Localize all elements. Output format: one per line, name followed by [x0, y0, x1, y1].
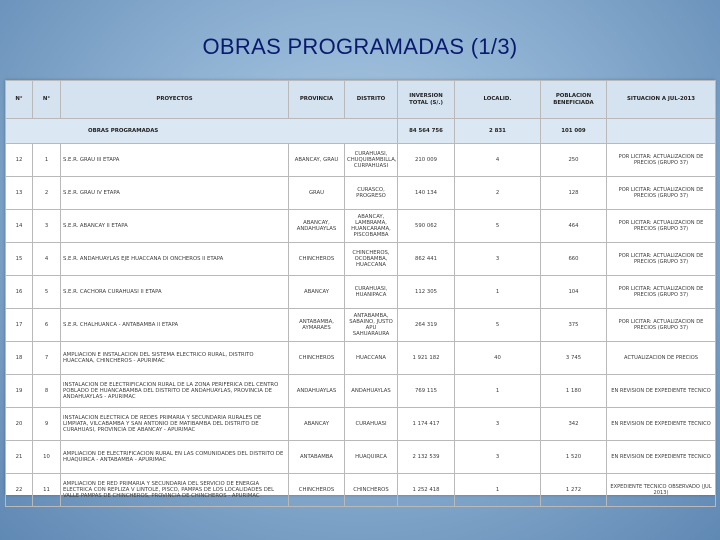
cell-localidades: 3: [455, 441, 541, 474]
cell-situacion: POR LICITAR: ACTUALIZACION DE PRECIOS (GRUPO 37): [607, 144, 716, 177]
table-row: [6, 177, 716, 210]
cell-localidades: 40: [455, 342, 541, 375]
col-header-proyectos: PROYECTOS: [61, 81, 289, 119]
works-table-panel: [5, 80, 715, 500]
cell-provincia: ANDAHUAYLAS: [289, 375, 345, 408]
cell-localidades: 3: [455, 408, 541, 441]
col-header-n1: N°: [6, 81, 33, 119]
cell-inversion: 1 174 417: [398, 408, 455, 441]
cell-proyecto: S.E.R. CHALHUANCA - ANTABAMBA II ETAPA: [61, 309, 289, 342]
col-header-poblacion: POBLACION BENEFICIADA: [541, 81, 607, 119]
table-row: [6, 342, 716, 375]
cell-situacion: POR LICITAR: ACTUALIZACION DE PRECIOS (GRUPO 37): [607, 210, 716, 243]
cell-n1: 17: [6, 309, 33, 342]
cell-n2: 4: [33, 243, 61, 276]
cell-distrito: HUAQUIRCA: [345, 441, 398, 474]
cell-situacion: EXPEDIENTE TECNICO OBSERVADO (JUL 2013): [607, 474, 716, 507]
cell-poblacion: 250: [541, 144, 607, 177]
table-header-row: [6, 81, 716, 119]
cell-provincia: ABANCAY: [289, 276, 345, 309]
cell-poblacion: 3 745: [541, 342, 607, 375]
summary-row: [6, 119, 716, 144]
cell-inversion: 590 062: [398, 210, 455, 243]
cell-situacion: ACTUALIZACION DE PRECIOS: [607, 342, 716, 375]
cell-n2: 9: [33, 408, 61, 441]
cell-inversion: 769 115: [398, 375, 455, 408]
table-row: [6, 144, 716, 177]
col-header-n2: N°: [33, 81, 61, 119]
cell-distrito: ANTABAMBA, SABAINO, JUSTO APU SAHUARAURA: [345, 309, 398, 342]
cell-provincia: ABANCAY, GRAU: [289, 144, 345, 177]
cell-provincia: CHINCHEROS: [289, 342, 345, 375]
cell-situacion: POR LICITAR: ACTUALIZACION DE PRECIOS (GRUPO 37): [607, 276, 716, 309]
cell-localidades: 2: [455, 177, 541, 210]
cell-n1: 15: [6, 243, 33, 276]
cell-n1: 13: [6, 177, 33, 210]
cell-distrito: CHINCHEROS: [345, 474, 398, 507]
cell-n1: 21: [6, 441, 33, 474]
cell-proyecto: INSTALACION ELECTRICA DE REDES PRIMARIA Y SECUNDARIA RURALES DE LIMPIATA, VILCABAMBA Y SAN ANTONIO DE MATIBAMBA DEL DISTRITO DE CURAHUASI, PROVINCIA DE ABANCAY - APURIMAC: [61, 408, 289, 441]
summary-inversion: 84 564 756: [398, 119, 455, 144]
cell-n2: 10: [33, 441, 61, 474]
table-row: [6, 309, 716, 342]
cell-n2: 7: [33, 342, 61, 375]
cell-n1: 14: [6, 210, 33, 243]
cell-localidades: 1: [455, 474, 541, 507]
table-row: [6, 276, 716, 309]
cell-distrito: CURAHUASI, HUANIPACA: [345, 276, 398, 309]
cell-proyecto: AMPLIACION E INSTALACION DEL SISTEMA ELECTRICO RURAL, DISTRITO HUACCANA, CHINCHEROS - APURIMAC: [61, 342, 289, 375]
cell-n1: 12: [6, 144, 33, 177]
cell-n1: 22: [6, 474, 33, 507]
col-header-distrito: DISTRITO: [345, 81, 398, 119]
slide-background-footer: [0, 495, 720, 540]
cell-localidades: 1: [455, 375, 541, 408]
cell-provincia: ABANCAY: [289, 408, 345, 441]
cell-n1: 20: [6, 408, 33, 441]
cell-provincia: ANTABAMBA: [289, 441, 345, 474]
cell-n2: 11: [33, 474, 61, 507]
cell-proyecto: S.E.R. ABANCAY II ETAPA: [61, 210, 289, 243]
cell-proyecto: S.E.R. ANDAHUAYLAS EJE HUACCANA DI ONCHEROS II ETAPA: [61, 243, 289, 276]
table-row: [6, 210, 716, 243]
cell-inversion: 2 132 539: [398, 441, 455, 474]
cell-situacion: POR LICITAR: ACTUALIZACION DE PRECIOS (GRUPO 37): [607, 243, 716, 276]
cell-proyecto: INSTALACION DE ELECTRIFICACION RURAL DE LA ZONA PERIFERICA DEL CENTRO POBLADO DE HUANCABAMBA DEL DISTRITO DE ANDAHUAYLAS, PROVINCIA DE ANDAHUAYLAS - APURIMAC: [61, 375, 289, 408]
col-header-situacion: SITUACION A JUL-2013: [607, 81, 716, 119]
cell-n2: 3: [33, 210, 61, 243]
cell-localidades: 5: [455, 210, 541, 243]
col-header-provincia: PROVINCIA: [289, 81, 345, 119]
col-header-localidades: LOCALID.: [455, 81, 541, 119]
cell-situacion: EN REVISION DE EXPEDIENTE TECNICO: [607, 375, 716, 408]
table-row: [6, 408, 716, 441]
cell-localidades: 1: [455, 276, 541, 309]
cell-inversion: 862 441: [398, 243, 455, 276]
cell-provincia: GRAU: [289, 177, 345, 210]
summary-poblacion: 101 009: [541, 119, 607, 144]
table-row: [6, 441, 716, 474]
cell-inversion: 264 319: [398, 309, 455, 342]
cell-distrito: CHINCHEROS, OCOBAMBA, HUACCANA: [345, 243, 398, 276]
cell-poblacion: 1 272: [541, 474, 607, 507]
cell-poblacion: 104: [541, 276, 607, 309]
cell-distrito: CURAHUASI: [345, 408, 398, 441]
cell-situacion: EN REVISION DE EXPEDIENTE TECNICO: [607, 408, 716, 441]
cell-distrito: ABANCAY, LAMBRAMA, HUANCARAMA, PISCOBAMBA: [345, 210, 398, 243]
cell-localidades: 3: [455, 243, 541, 276]
cell-n1: 19: [6, 375, 33, 408]
cell-localidades: 5: [455, 309, 541, 342]
cell-inversion: 1 252 418: [398, 474, 455, 507]
cell-n2: 8: [33, 375, 61, 408]
slide-title: OBRAS PROGRAMADAS (1/3): [202, 34, 518, 59]
summary-label: OBRAS PROGRAMADAS: [6, 119, 398, 144]
cell-distrito: ANDAHUAYLAS: [345, 375, 398, 408]
cell-poblacion: 128: [541, 177, 607, 210]
cell-n2: 5: [33, 276, 61, 309]
cell-poblacion: 342: [541, 408, 607, 441]
cell-poblacion: 464: [541, 210, 607, 243]
cell-poblacion: 660: [541, 243, 607, 276]
cell-provincia: CHINCHEROS: [289, 243, 345, 276]
summary-situacion: [607, 119, 716, 144]
cell-distrito: CURAHUASI, CHUQUIBAMBILLA, CURPAHUASI: [345, 144, 398, 177]
table-row: [6, 375, 716, 408]
cell-n1: 18: [6, 342, 33, 375]
cell-proyecto: AMPLIACION DE ELECTRIFICACION RURAL EN LAS COMUNIDADES DEL DISTRITO DE HUAQUIRCA - ANTABAMBA - APURIMAC: [61, 441, 289, 474]
cell-inversion: 140 134: [398, 177, 455, 210]
cell-inversion: 112 305: [398, 276, 455, 309]
cell-n1: 16: [6, 276, 33, 309]
cell-provincia: ABANCAY, ANDAHUAYLAS: [289, 210, 345, 243]
cell-proyecto: S.E.R. GRAU III ETAPA: [61, 144, 289, 177]
cell-distrito: HUACCANA: [345, 342, 398, 375]
cell-n2: 1: [33, 144, 61, 177]
cell-localidades: 4: [455, 144, 541, 177]
cell-proyecto: S.E.R. GRAU IV ETAPA: [61, 177, 289, 210]
cell-distrito: CURASCO, PROGRESO: [345, 177, 398, 210]
cell-provincia: ANTABAMBA, AYMARAES: [289, 309, 345, 342]
cell-situacion: EN REVISION DE EXPEDIENTE TECNICO: [607, 441, 716, 474]
cell-provincia: CHINCHEROS: [289, 474, 345, 507]
cell-poblacion: 1 180: [541, 375, 607, 408]
cell-proyecto: S.E.R. CACHORA CURAHUASI II ETAPA: [61, 276, 289, 309]
cell-n2: 2: [33, 177, 61, 210]
cell-n2: 6: [33, 309, 61, 342]
cell-poblacion: 1 520: [541, 441, 607, 474]
summary-localidades: 2 831: [455, 119, 541, 144]
cell-situacion: POR LICITAR: ACTUALIZACION DE PRECIOS (GRUPO 37): [607, 177, 716, 210]
cell-inversion: 210 009: [398, 144, 455, 177]
works-table: [5, 80, 716, 507]
cell-situacion: POR LICITAR: ACTUALIZACION DE PRECIOS (GRUPO 37): [607, 309, 716, 342]
cell-poblacion: 375: [541, 309, 607, 342]
cell-inversion: 1 921 182: [398, 342, 455, 375]
col-header-inversion: INVERSION TOTAL (S/.): [398, 81, 455, 119]
cell-proyecto: AMPLIACION DE RED PRIMARIA Y SECUNDARIA DEL SERVICIO DE ENERGIA ELECTRICA CON REPLIZA V LINTOLE, PISCO, PAMPAS DE LOS LOCALIDADES DEL VALLE PAMPAS DE CHINCHEROS, PROVINCIA DE CHINCHEROS - APURIMAC: [61, 474, 289, 507]
table-row: [6, 243, 716, 276]
